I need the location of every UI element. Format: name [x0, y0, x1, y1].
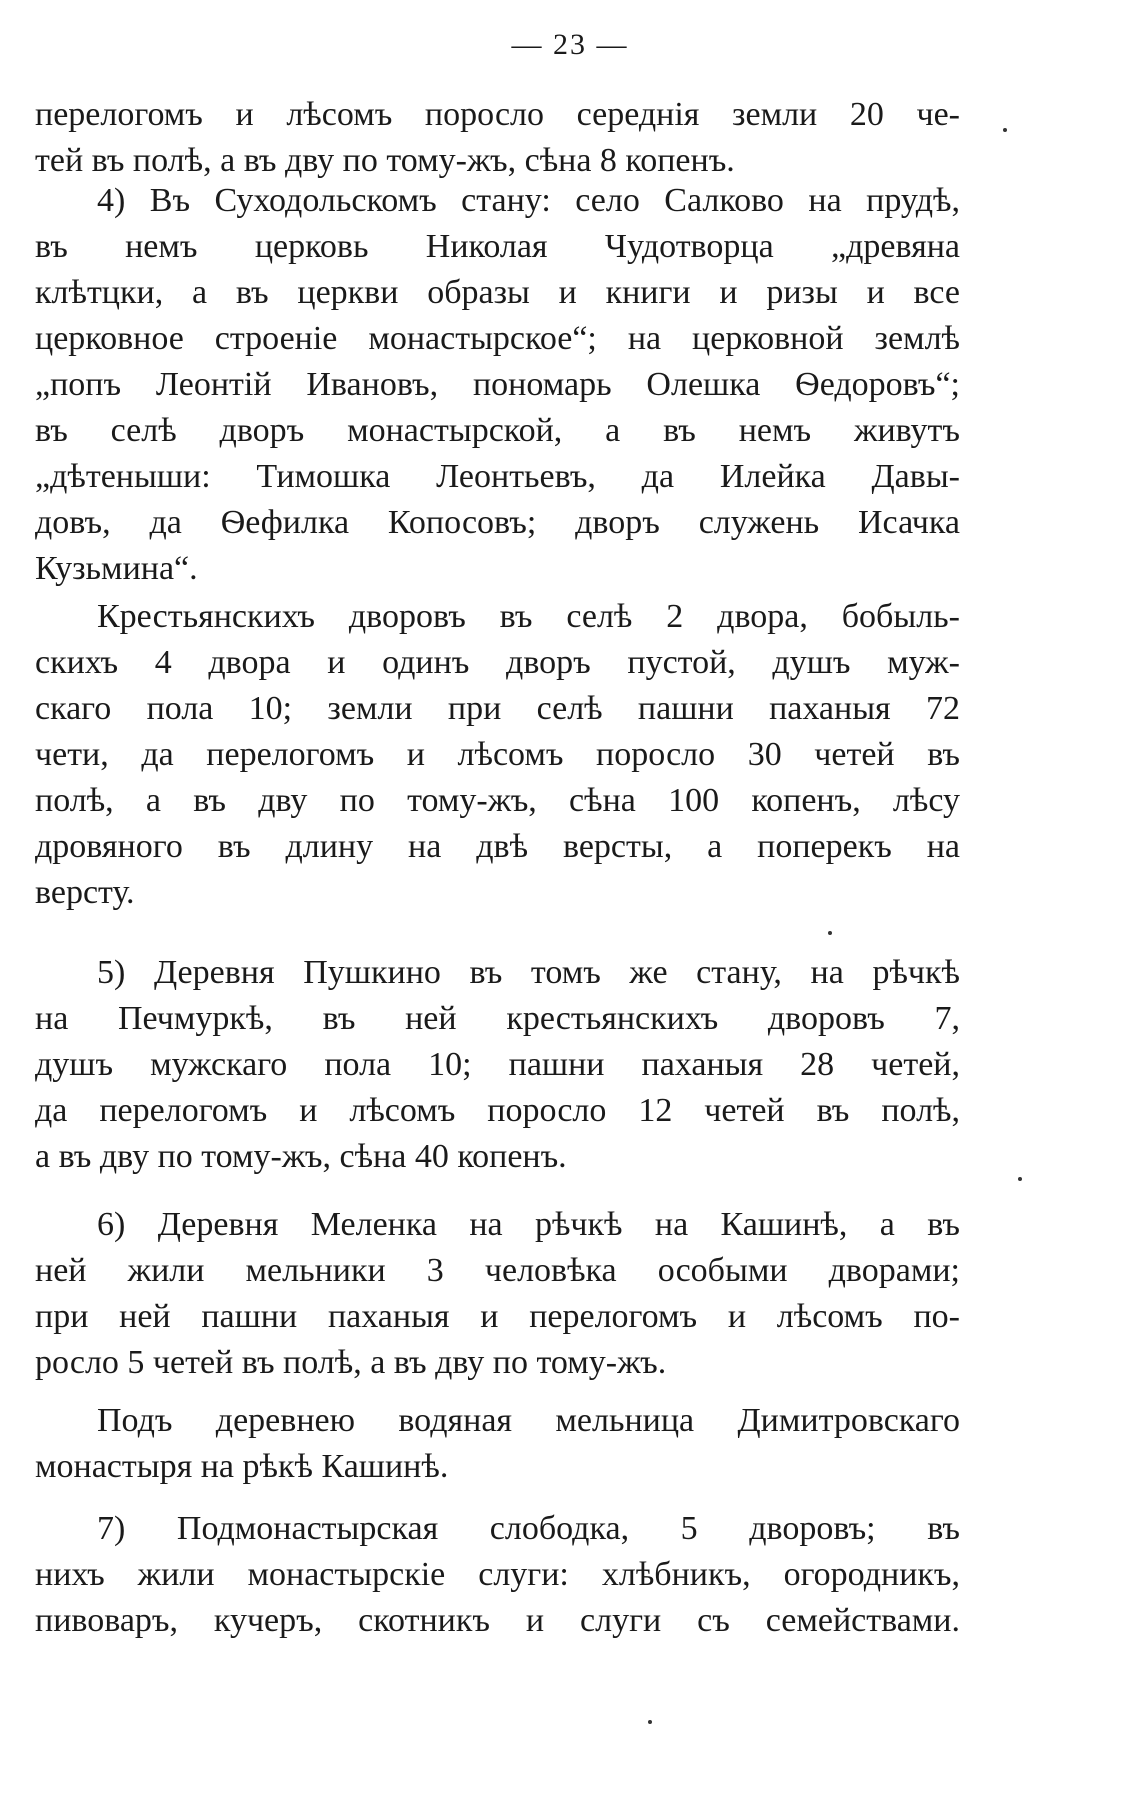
text-line: на Печмуркѣ, въ ней крестьянскихъ дворовъ 7, — [35, 1000, 960, 1037]
paragraph-6 — [35, 1398, 960, 1490]
paragraph-4 — [35, 950, 960, 1180]
text-line: „попъ Леонтій Ивановъ, пономарь Олешка Ѳедоровъ“; — [35, 366, 960, 403]
scan-speck — [1003, 128, 1007, 132]
paragraph-1 — [35, 92, 960, 184]
text-line: скаго пола 10; земли при селѣ пашни паханыя 72 — [35, 690, 960, 727]
text-line: чети, да перелогомъ и лѣсомъ поросло 30 четей въ — [35, 736, 960, 773]
scan-speck — [828, 931, 832, 935]
text-line: душъ мужскаго пола 10; пашни паханыя 28 четей, — [35, 1046, 960, 1083]
text-line: клѣтцки, а въ церкви образы и книги и ризы и все — [35, 274, 960, 311]
text-line: 6) Деревня Меленка на рѣчкѣ на Кашинѣ, а въ — [97, 1206, 960, 1243]
text-line: пивоваръ, кучеръ, скотникъ и слуги съ семействами. — [35, 1602, 960, 1639]
text-line: при ней пашни паханыя и перелогомъ и лѣсомъ по- — [35, 1298, 960, 1335]
text-line: версту. — [35, 874, 135, 911]
text-line: въ селѣ дворъ монастырской, а въ немъ живутъ — [35, 412, 960, 449]
text-line: ней жили мельники 3 человѣка особыми дворами; — [35, 1252, 960, 1289]
text-line: росло 5 четей въ полѣ, а въ дву по тому-жъ. — [35, 1344, 667, 1381]
paragraph-3 — [35, 594, 960, 916]
text-line: скихъ 4 двора и одинъ дворъ пустой, душъ муж- — [35, 644, 960, 681]
text-line: дровяного въ длину на двѣ версты, а поперекъ на — [35, 828, 960, 865]
text-line: „дѣтеныши: Тимошка Леонтьевъ, да Илейка Давы- — [35, 458, 960, 495]
text-line: 4) Въ Суходольскомъ стану: село Салково на прудѣ, — [97, 182, 960, 219]
text-line: тей въ полѣ, а въ дву по тому-жъ, сѣна 8 копенъ. — [35, 142, 735, 179]
text-line: 5) Деревня Пушкино въ томъ же стану, на рѣчкѣ — [97, 954, 960, 991]
text-line: полѣ, а въ дву по тому-жъ, сѣна 100 копенъ, лѣсу — [35, 782, 960, 819]
text-line: Кузьмина“. — [35, 550, 198, 587]
text-line: довъ, да Ѳефилка Копосовъ; дворъ служень Исачка — [35, 504, 960, 541]
text-line: Крестьянскихъ дворовъ въ селѣ 2 двора, бобыль- — [97, 598, 960, 635]
text-line: да перелогомъ и лѣсомъ поросло 12 четей въ полѣ, — [35, 1092, 960, 1129]
text-line: перелогомъ и лѣсомъ поросло середнія земли 20 че- — [35, 96, 960, 133]
paragraph-2 — [35, 178, 960, 592]
text-line: въ немъ церковь Николая Чудотворца „древяна — [35, 228, 960, 265]
page-number: — 23 — — [511, 28, 629, 61]
scan-speck — [648, 1720, 652, 1724]
text-line: монастыря на рѣкѣ Кашинѣ. — [35, 1448, 449, 1485]
text-line: церковное строеніе монастырское“; на церковной землѣ — [35, 320, 960, 357]
text-line: 7) Подмонастырская слободка, 5 дворовъ; въ — [97, 1510, 960, 1547]
paragraph-7 — [35, 1506, 960, 1644]
scan-speck — [1018, 1177, 1022, 1181]
text-line: а въ дву по тому-жъ, сѣна 40 копенъ. — [35, 1138, 567, 1175]
paragraph-5 — [35, 1202, 960, 1386]
text-line: Подъ деревнею водяная мельница Димитровскаго — [97, 1402, 960, 1439]
text-line: нихъ жили монастырскіе слуги: хлѣбникъ, огородникъ, — [35, 1556, 960, 1593]
